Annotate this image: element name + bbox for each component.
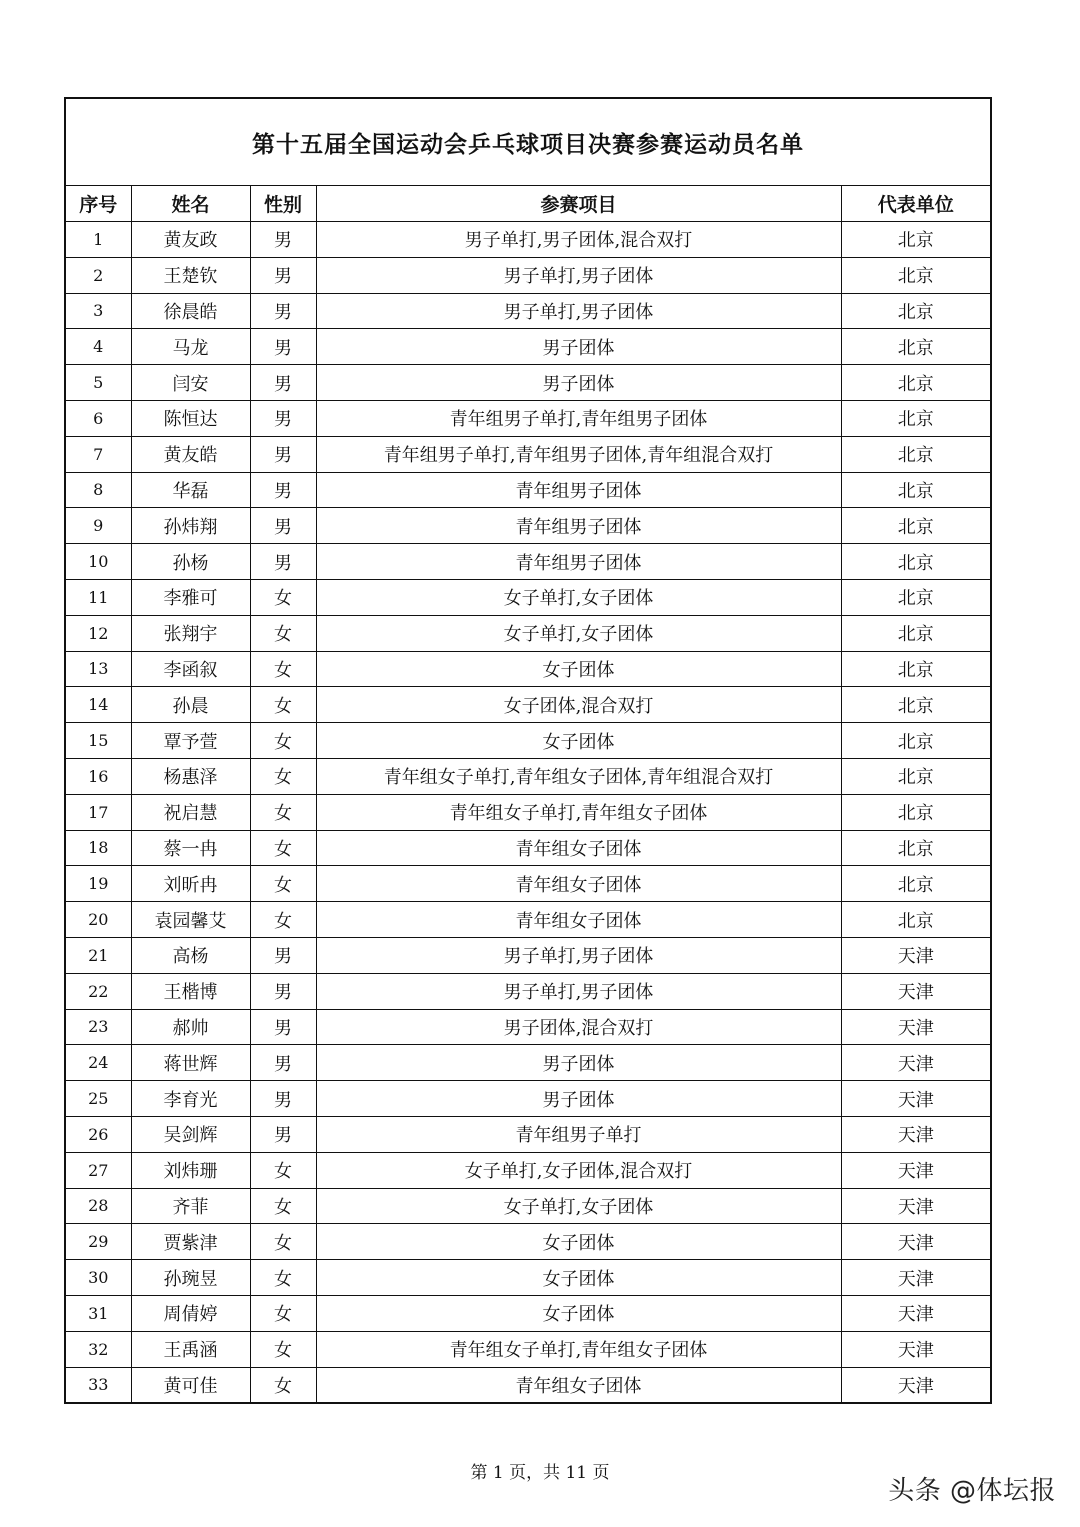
cell-sex: 女	[250, 1188, 316, 1224]
cell-no: 23	[66, 1009, 131, 1045]
cell-no: 31	[66, 1295, 131, 1331]
cell-unit: 天津	[841, 1260, 990, 1296]
cell-unit: 天津	[841, 1295, 990, 1331]
cell-sex: 男	[250, 329, 316, 365]
cell-no: 2	[66, 257, 131, 293]
cell-unit: 北京	[841, 723, 990, 759]
cell-sex: 女	[250, 758, 316, 794]
cell-event: 男子单打,男子团体,混合双打	[316, 222, 841, 258]
cell-event: 男子团体	[316, 365, 841, 401]
cell-no: 29	[66, 1224, 131, 1260]
cell-no: 28	[66, 1188, 131, 1224]
cell-sex: 女	[250, 830, 316, 866]
table-row	[66, 651, 990, 687]
cell-name: 蔡一冉	[131, 830, 250, 866]
table-row	[66, 400, 990, 436]
cell-sex: 男	[250, 508, 316, 544]
page-footer: 第 1 页，共 11 页	[470, 1463, 610, 1483]
cell-no: 18	[66, 830, 131, 866]
cell-name: 李函叙	[131, 651, 250, 687]
cell-name: 张翔宇	[131, 615, 250, 651]
cell-unit: 北京	[841, 400, 990, 436]
cell-event: 女子单打,女子团体	[316, 615, 841, 651]
table-row	[66, 1224, 990, 1260]
table-row	[66, 973, 990, 1009]
cell-sex: 男	[250, 1045, 316, 1081]
cell-no: 6	[66, 400, 131, 436]
cell-event: 女子团体	[316, 1295, 841, 1331]
cell-event: 青年组男子单打,青年组男子团体	[316, 400, 841, 436]
cell-unit: 北京	[841, 293, 990, 329]
cell-sex: 男	[250, 365, 316, 401]
cell-unit: 天津	[841, 1224, 990, 1260]
cell-event: 女子团体	[316, 651, 841, 687]
cell-unit: 天津	[841, 1009, 990, 1045]
cell-unit: 北京	[841, 508, 990, 544]
cell-no: 32	[66, 1331, 131, 1367]
cell-no: 22	[66, 973, 131, 1009]
table-row	[66, 257, 990, 293]
cell-name: 贾紫津	[131, 1224, 250, 1260]
cell-event: 青年组女子团体	[316, 1367, 841, 1402]
cell-sex: 男	[250, 293, 316, 329]
document-title: 第十五届全国运动会乒乓球项目决赛参赛运动员名单	[252, 131, 804, 158]
cell-unit: 北京	[841, 615, 990, 651]
cell-name: 王楷博	[131, 973, 250, 1009]
cell-event: 女子团体	[316, 1224, 841, 1260]
cell-name: 齐菲	[131, 1188, 250, 1224]
header-sex: 性别	[250, 186, 316, 222]
cell-unit: 北京	[841, 651, 990, 687]
cell-name: 覃予萱	[131, 723, 250, 759]
cell-unit: 北京	[841, 365, 990, 401]
cell-unit: 北京	[841, 544, 990, 580]
table-row	[66, 472, 990, 508]
table-row	[66, 222, 990, 258]
cell-no: 15	[66, 723, 131, 759]
table-row	[66, 1260, 990, 1296]
cell-sex: 男	[250, 1009, 316, 1045]
cell-name: 周倩婷	[131, 1295, 250, 1331]
cell-event: 女子团体	[316, 1260, 841, 1296]
cell-unit: 北京	[841, 579, 990, 615]
cell-sex: 女	[250, 1367, 316, 1402]
cell-unit: 北京	[841, 436, 990, 472]
cell-name: 孙晨	[131, 687, 250, 723]
cell-name: 高杨	[131, 937, 250, 973]
table-row	[66, 1009, 990, 1045]
table-row	[66, 794, 990, 830]
table-row	[66, 329, 990, 365]
cell-unit: 北京	[841, 794, 990, 830]
roster-table	[66, 186, 990, 1402]
cell-no: 14	[66, 687, 131, 723]
cell-no: 19	[66, 866, 131, 902]
cell-no: 21	[66, 937, 131, 973]
cell-name: 祝启慧	[131, 794, 250, 830]
cell-no: 9	[66, 508, 131, 544]
cell-no: 12	[66, 615, 131, 651]
cell-no: 8	[66, 472, 131, 508]
table-row	[66, 902, 990, 938]
table-row	[66, 1295, 990, 1331]
cell-sex: 女	[250, 794, 316, 830]
cell-name: 孙炜翔	[131, 508, 250, 544]
cell-name: 陈恒达	[131, 400, 250, 436]
table-row	[66, 365, 990, 401]
cell-name: 黄友政	[131, 222, 250, 258]
cell-event: 男子单打,男子团体	[316, 937, 841, 973]
cell-event: 青年组女子单打,青年组女子团体,青年组混合双打	[316, 758, 841, 794]
cell-no: 30	[66, 1260, 131, 1296]
cell-event: 男子单打,男子团体	[316, 257, 841, 293]
cell-name: 王楚钦	[131, 257, 250, 293]
cell-event: 青年组男子单打,青年组男子团体,青年组混合双打	[316, 436, 841, 472]
cell-sex: 女	[250, 902, 316, 938]
cell-sex: 男	[250, 1081, 316, 1117]
cell-name: 杨惠泽	[131, 758, 250, 794]
cell-name: 蒋世辉	[131, 1045, 250, 1081]
table-row	[66, 1367, 990, 1402]
cell-no: 7	[66, 436, 131, 472]
cell-event: 青年组男子团体	[316, 544, 841, 580]
cell-sex: 男	[250, 1116, 316, 1152]
cell-event: 青年组女子单打,青年组女子团体	[316, 1331, 841, 1367]
table-row	[66, 579, 990, 615]
table-row	[66, 508, 990, 544]
cell-sex: 男	[250, 400, 316, 436]
cell-sex: 男	[250, 257, 316, 293]
table-row	[66, 615, 990, 651]
cell-name: 郝帅	[131, 1009, 250, 1045]
cell-sex: 女	[250, 579, 316, 615]
header-row	[66, 186, 990, 222]
cell-name: 闫安	[131, 365, 250, 401]
cell-name: 王禹涵	[131, 1331, 250, 1367]
cell-unit: 北京	[841, 687, 990, 723]
cell-name: 刘炜珊	[131, 1152, 250, 1188]
cell-no: 3	[66, 293, 131, 329]
table-row	[66, 1081, 990, 1117]
cell-event: 女子单打,女子团体	[316, 579, 841, 615]
cell-no: 5	[66, 365, 131, 401]
cell-no: 26	[66, 1116, 131, 1152]
cell-unit: 天津	[841, 1081, 990, 1117]
cell-name: 李雅可	[131, 579, 250, 615]
table-row	[66, 436, 990, 472]
table-row	[66, 830, 990, 866]
cell-sex: 女	[250, 1224, 316, 1260]
cell-event: 女子团体,混合双打	[316, 687, 841, 723]
cell-no: 1	[66, 222, 131, 258]
cell-event: 青年组女子团体	[316, 902, 841, 938]
cell-event: 青年组男子团体	[316, 508, 841, 544]
table-row	[66, 937, 990, 973]
cell-sex: 女	[250, 1295, 316, 1331]
table-row	[66, 293, 990, 329]
cell-name: 黄可佳	[131, 1367, 250, 1402]
table-row	[66, 866, 990, 902]
cell-name: 吴剑辉	[131, 1116, 250, 1152]
header-unit: 代表单位	[841, 186, 990, 222]
cell-sex: 男	[250, 472, 316, 508]
cell-event: 青年组女子团体	[316, 866, 841, 902]
cell-sex: 女	[250, 1260, 316, 1296]
roster-table-frame	[64, 97, 992, 1404]
cell-event: 男子团体	[316, 1081, 841, 1117]
cell-sex: 女	[250, 723, 316, 759]
table-body	[66, 222, 990, 1403]
cell-unit: 天津	[841, 1045, 990, 1081]
cell-sex: 女	[250, 687, 316, 723]
table-row	[66, 1152, 990, 1188]
cell-sex: 女	[250, 1331, 316, 1367]
cell-unit: 北京	[841, 329, 990, 365]
cell-unit: 北京	[841, 866, 990, 902]
cell-unit: 天津	[841, 1331, 990, 1367]
table-row	[66, 544, 990, 580]
cell-unit: 天津	[841, 1116, 990, 1152]
cell-unit: 天津	[841, 1152, 990, 1188]
cell-no: 20	[66, 902, 131, 938]
cell-event: 女子团体	[316, 723, 841, 759]
cell-no: 10	[66, 544, 131, 580]
cell-name: 徐晨皓	[131, 293, 250, 329]
cell-name: 华磊	[131, 472, 250, 508]
cell-event: 男子单打,男子团体	[316, 293, 841, 329]
table-row	[66, 1045, 990, 1081]
cell-unit: 北京	[841, 902, 990, 938]
cell-no: 25	[66, 1081, 131, 1117]
cell-sex: 女	[250, 615, 316, 651]
cell-sex: 女	[250, 866, 316, 902]
cell-no: 33	[66, 1367, 131, 1402]
header-no: 序号	[66, 186, 131, 222]
header-event: 参赛项目	[316, 186, 841, 222]
table-row	[66, 1331, 990, 1367]
cell-event: 男子团体	[316, 329, 841, 365]
table-row	[66, 758, 990, 794]
cell-unit: 天津	[841, 1188, 990, 1224]
cell-sex: 男	[250, 436, 316, 472]
cell-sex: 男	[250, 544, 316, 580]
cell-event: 青年组男子团体	[316, 472, 841, 508]
cell-unit: 天津	[897, 1375, 934, 1397]
cell-name: 袁园馨艾	[131, 902, 250, 938]
title-row	[66, 99, 990, 186]
cell-name: 马龙	[131, 329, 250, 365]
cell-no: 17	[66, 794, 131, 830]
table-row	[66, 1116, 990, 1152]
table-row	[66, 687, 990, 723]
cell-sex: 男	[250, 222, 316, 258]
cell-unit: 北京	[841, 222, 990, 258]
cell-no: 16	[66, 758, 131, 794]
cell-unit: 北京	[841, 257, 990, 293]
cell-unit: 天津	[841, 937, 990, 973]
table-row	[66, 723, 990, 759]
cell-unit: 北京	[841, 472, 990, 508]
cell-unit: 天津	[841, 973, 990, 1009]
cell-event: 女子单打,女子团体	[316, 1188, 841, 1224]
cell-no: 27	[66, 1152, 131, 1188]
cell-sex: 女	[250, 1152, 316, 1188]
cell-no: 13	[66, 651, 131, 687]
cell-event: 男子团体	[316, 1045, 841, 1081]
cell-event: 青年组男子单打	[316, 1116, 841, 1152]
table-row	[66, 1188, 990, 1224]
cell-event: 女子单打,女子团体,混合双打	[316, 1152, 841, 1188]
cell-no: 4	[66, 329, 131, 365]
watermark: 头条 @体坛报	[888, 1476, 1056, 1506]
cell-event: 青年组女子团体	[316, 830, 841, 866]
cell-name: 孙杨	[131, 544, 250, 580]
cell-name: 孙琬昱	[131, 1260, 250, 1296]
cell-name: 黄友皓	[131, 436, 250, 472]
cell-unit: 北京	[841, 758, 990, 794]
cell-sex: 男	[250, 973, 316, 1009]
cell-no: 24	[66, 1045, 131, 1081]
cell-name: 刘昕冉	[131, 866, 250, 902]
cell-event: 男子团体,混合双打	[316, 1009, 841, 1045]
cell-event: 青年组女子单打,青年组女子团体	[316, 794, 841, 830]
cell-sex: 女	[250, 651, 316, 687]
cell-no: 11	[66, 579, 131, 615]
cell-name: 李育光	[131, 1081, 250, 1117]
cell-unit: 北京	[841, 830, 990, 866]
header-name: 姓名	[131, 186, 250, 222]
cell-event: 男子单打,男子团体	[316, 973, 841, 1009]
cell-sex: 男	[250, 937, 316, 973]
